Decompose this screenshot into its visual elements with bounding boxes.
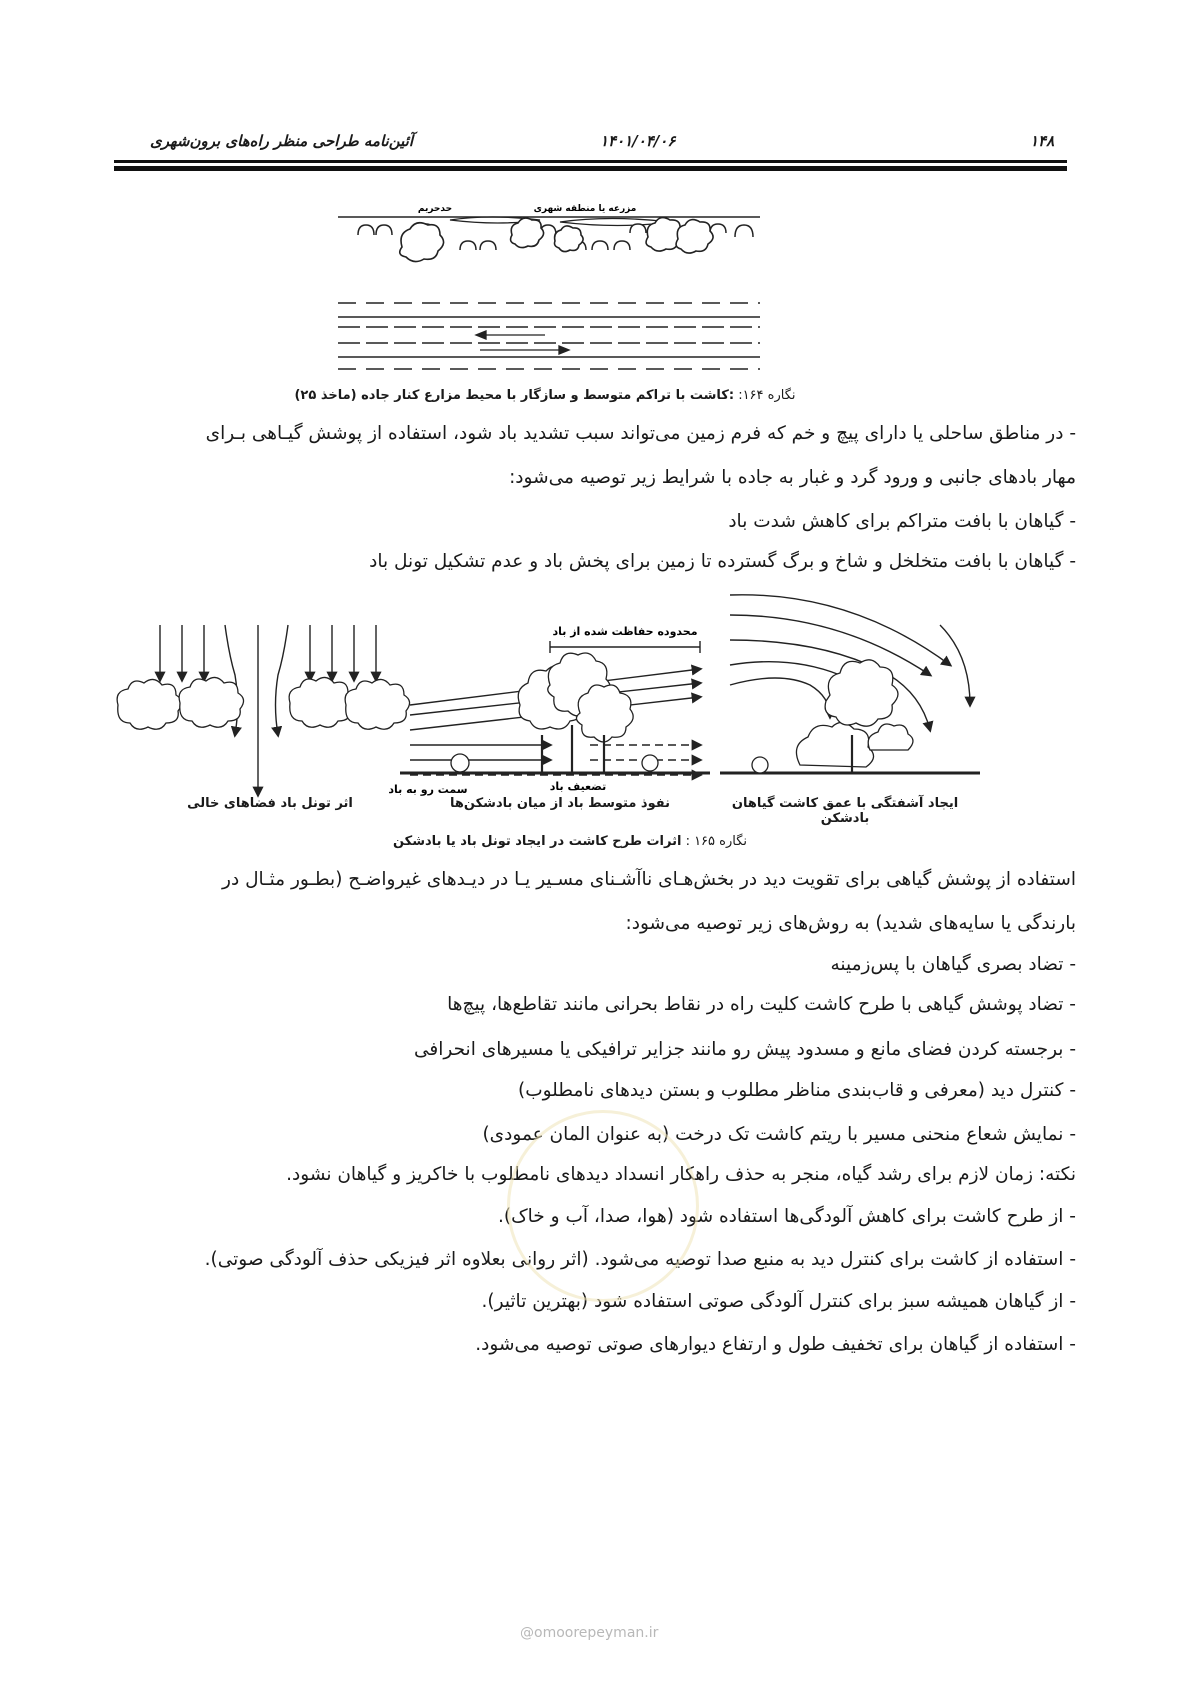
figure-164-diagram [330,195,770,380]
figure-164-caption-number: نگاره ۱۶۴: [738,388,796,403]
list-item: - از طرح کاشت برای کاهش آلودگی‌ها استفاده شود (هوا، صدا، آب و خاک). [498,1206,1076,1227]
protected-zone-label: محدوده حفاظت شده از باد [552,625,698,638]
note: نکته: زمان لازم برای رشد گیاه، منجر به حذف راهکار انسداد دیدهای نامطلوب با خاکریز و گیاهان نشود. [286,1164,1076,1185]
list-item: - استفاده از گیاهان برای تخفیف طول و ارتفاع دیوارهای صوتی توصیه می‌شود. [475,1334,1076,1355]
turbulence-label: ایجاد آشفتگی با عمق کاشت گیاهان بادشکن [731,796,959,826]
list-item: - نمایش شعاع منحنی مسیر با ریتم کاشت تک درخت (به عنوان المان عمودی) [482,1124,1076,1145]
list-item: - تضاد پوشش گیاهی با طرح کاشت کلیت راه در نقاط بحرانی مانند تقاطع‌ها، پیچ‌ها [447,994,1076,1015]
para1-bullet1: - گیاهان با بافت متراکم برای کاهش شدت باد [728,511,1076,532]
para2-line1: استفاده از پوشش گیاهی برای تقویت دید در بخش‌هـای ناآشـنای مسـیر یـا در دیـدهای غیرواضـح (بطـور مثـال در [222,869,1076,890]
figure-165-caption-number: نگاره ۱۶۵ : [685,834,748,849]
para1-line2: مهار بادهای جانبی و ورود گرد و غبار به جاده با شرایط زیر توصیه می‌شود: [509,467,1076,488]
list-item: - از گیاهان همیشه سبز برای کنترل آلودگی صوتی استفاده شود (بهترین تاثیر). [481,1291,1076,1312]
page-number: ۱۴۸ [1030,132,1055,150]
figure-164-caption [290,388,800,403]
header-date: ۱۴۰۱/۰۴/۰۶ [600,132,676,150]
header-title: آئین‌نامه طراحی منظر راه‌های برون‌شهری [150,132,413,150]
label-boundary: حدحریم [417,204,453,214]
label-farm: مزرعه یا منطقه شهری [533,204,637,214]
list-item: - کنترل دید (معرفی و قاب‌بندی مناظر مطلوب و بستن دیدهای نامطلوب) [517,1080,1076,1101]
figure-164-caption-text: :کاشت با تراکم متوسط و سازگار با محیط مزارع کنار جاده (ماخذ ۲۵) [294,388,735,403]
figure-165-caption-text: اثرات طرح کاشت در ایجاد تونل باد یا بادشکن [392,834,682,849]
header-rule-thin [114,160,1067,163]
para1-bullet2: - گیاهان با بافت متخلخل و شاخ و برگ گسترده تا زمین برای پخش باد و عدم تشکیل تونل باد [369,551,1076,572]
wind-weaken-label: تضعیف باد [549,780,607,793]
para2-line2: بارندگی یا سایه‌های شدید) به روش‌های زیر توصیه می‌شود: [625,913,1076,934]
list-item: - تضاد بصری گیاهان با پس‌زمینه [830,954,1076,975]
windward-side-label: سمت رو به باد [388,783,468,796]
figure-165-diagram [110,585,990,820]
list-item: - استفاده از کاشت برای کنترل دید به منبع صدا توصیه می‌شود. (اثر روانی بعلاوه اثر فیزیکی حذف آلودگی صوتی). [204,1249,1076,1270]
watermark-seal [507,1110,699,1302]
penetration-label: نفوذ متوسط باد از میان بادشکن‌ها [450,796,670,811]
wind-tunnel-label: اثر تونل باد فضاهای خالی [187,796,353,811]
figure-165-caption [360,834,780,849]
header-rule-thick [114,166,1067,171]
list-item: - برجسته کردن فضای مانع و مسدود پیش رو مانند جزایر ترافیکی یا مسیرهای انحرافی [414,1039,1076,1060]
watermark-url: @omoorepeyman.ir [520,1625,659,1641]
para1-line1: - در مناطق ساحلی یا دارای پیچ و خم که فرم زمین می‌تواند سبب تشدید باد شود، استفاده از پوشش گیـاهی بـرای [205,423,1076,444]
